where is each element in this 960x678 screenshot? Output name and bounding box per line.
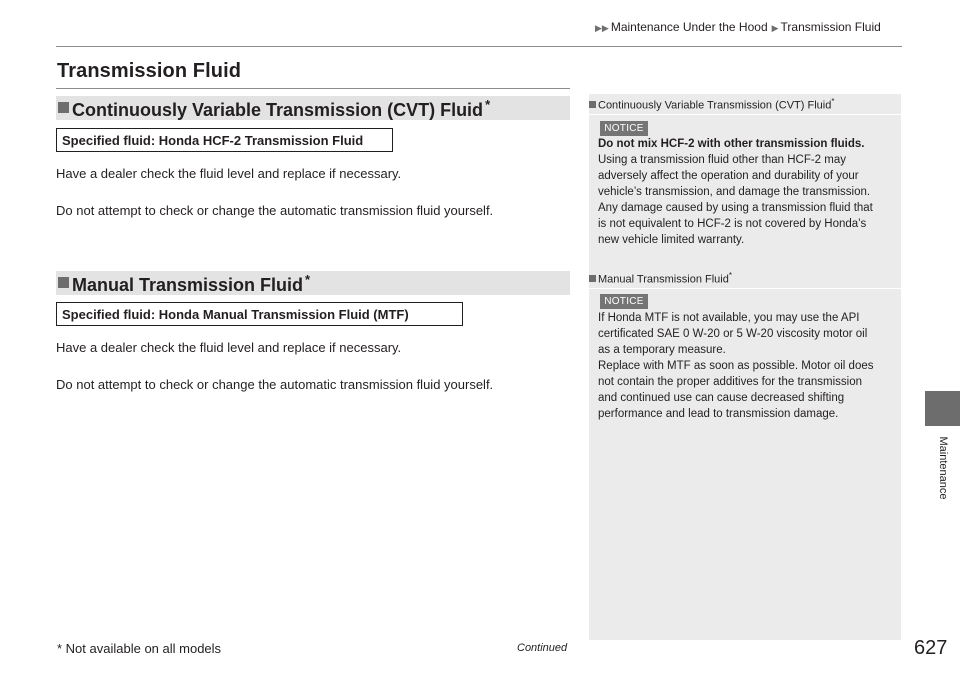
- footnote-asterisk: *: [305, 272, 311, 287]
- notice-badge: NOTICE: [600, 294, 648, 309]
- page-title: Transmission Fluid: [57, 60, 242, 82]
- breadcrumb-parent[interactable]: Maintenance Under the Hood: [610, 20, 768, 34]
- body-paragraph: Do not attempt to check or change the automatic transmission fluid yourself.: [56, 203, 494, 218]
- note-divider: [589, 288, 901, 289]
- body-paragraph: Have a dealer check the fluid level and replace if necessary.: [56, 166, 402, 181]
- note-heading: Continuously Variable Transmission (CVT) Fluid*: [589, 97, 834, 112]
- note-line: vehicle’s transmission, and damage the transmission.: [598, 186, 871, 198]
- note-square-icon: [589, 275, 596, 282]
- specified-fluid-box: Specified fluid: Honda Manual Transmission Fluid (MTF): [56, 302, 463, 326]
- note-line: performance and lead to transmission damage.: [598, 408, 839, 420]
- section-title: Manual Transmission Fluid *: [72, 272, 311, 295]
- note-line: not contain the proper additives for the transmission: [598, 376, 863, 388]
- footnote-asterisk: *: [728, 271, 732, 280]
- notice-badge: NOTICE: [600, 121, 648, 136]
- continued-label: Continued: [517, 642, 568, 654]
- note-heading: Manual Transmission Fluid*: [589, 271, 732, 286]
- breadcrumb-arrow-icon: ▶▶: [595, 23, 609, 33]
- note-line: If Honda MTF is not available, you may use the API: [598, 312, 860, 324]
- note-line: is not equivalent to HCF-2 is not covered by Honda’s: [598, 218, 867, 230]
- footnote: * Not available on all models: [57, 641, 222, 656]
- page-number: 627: [914, 637, 948, 659]
- header-divider: [56, 46, 902, 47]
- note-square-icon: [589, 101, 596, 108]
- section-title: Continuously Variable Transmission (CVT) Fluid *: [72, 97, 491, 120]
- note-line: Any damage caused by using a transmission fluid that: [598, 202, 873, 214]
- note-line: adversely affect the operation and durability of your: [598, 170, 859, 182]
- note-line: Using a transmission fluid other than HCF-2 may: [598, 154, 846, 166]
- note-line: new vehicle limited warranty.: [598, 234, 745, 246]
- chapter-tab-label[interactable]: Maintenance: [936, 436, 949, 500]
- note-divider: [589, 114, 901, 115]
- title-divider: [56, 88, 570, 89]
- body-paragraph: Have a dealer check the fluid level and replace if necessary.: [56, 340, 402, 355]
- body-paragraph: Do not attempt to check or change the automatic transmission fluid yourself.: [56, 377, 494, 392]
- section-square-icon: [58, 277, 69, 288]
- note-line: as a temporary measure.: [598, 344, 726, 356]
- section-header-manual: [56, 271, 570, 295]
- section-square-icon: [58, 102, 69, 113]
- note-line: and continued use can cause decreased shifting: [598, 392, 845, 404]
- section-header-cvt: [56, 96, 570, 120]
- footnote-asterisk: *: [831, 97, 835, 106]
- note-line: Replace with MTF as soon as possible. Motor oil does: [598, 360, 874, 372]
- breadcrumb: [595, 20, 881, 34]
- footnote-asterisk: *: [485, 97, 491, 112]
- specified-fluid-box: Specified fluid: Honda HCF-2 Transmission Fluid: [56, 128, 393, 152]
- breadcrumb-current: Transmission Fluid: [780, 20, 881, 34]
- note-line: Do not mix HCF-2 with other transmission fluids.: [598, 138, 865, 150]
- chapter-tab-marker[interactable]: [925, 391, 960, 426]
- note-line: certificated SAE 0 W-20 or 5 W-20 viscosity motor oil: [598, 328, 868, 340]
- breadcrumb-arrow-icon: ▶: [771, 23, 779, 33]
